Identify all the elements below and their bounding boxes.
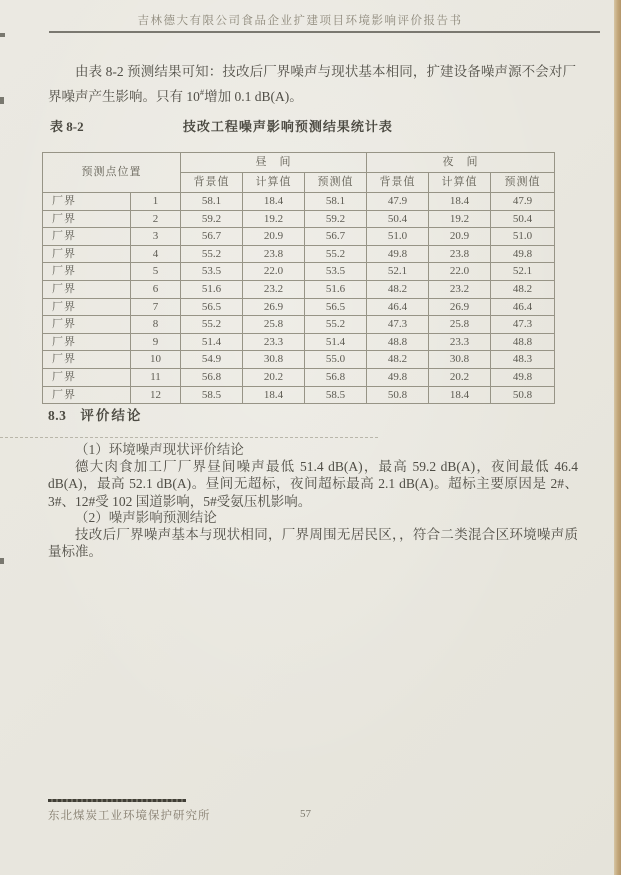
table-row [43, 263, 555, 281]
value-cell: 25.8 [243, 316, 305, 334]
value-cell: 18.4 [429, 386, 491, 404]
table-row [43, 333, 555, 351]
section-number: 8.3 [48, 408, 67, 423]
point-number-cell: 6 [131, 280, 181, 298]
footer-organization: 东北煤炭工业环境保护研究所 [48, 810, 211, 822]
value-cell: 55.2 [305, 245, 367, 263]
value-cell: 23.2 [429, 280, 491, 298]
table-header [43, 153, 555, 193]
value-cell: 47.3 [367, 316, 429, 334]
col-header-day-predicted: 预测值 [305, 173, 367, 193]
value-cell: 20.2 [429, 368, 491, 386]
value-cell: 51.0 [367, 228, 429, 246]
value-cell: 23.8 [243, 245, 305, 263]
point-number-cell: 1 [131, 193, 181, 211]
value-cell: 23.2 [243, 280, 305, 298]
site-cell: 厂界 [43, 386, 131, 404]
value-cell: 30.8 [429, 351, 491, 369]
table-caption [50, 116, 570, 135]
value-cell: 50.4 [367, 210, 429, 228]
scan-line-artifact [0, 437, 378, 438]
value-cell: 46.4 [367, 298, 429, 316]
point-number-cell: 12 [131, 386, 181, 404]
value-cell: 50.4 [491, 210, 555, 228]
col-header-day-calculated: 计算值 [243, 173, 305, 193]
col-header-night-calculated: 计算值 [429, 173, 491, 193]
value-cell: 56.5 [305, 298, 367, 316]
value-cell: 58.5 [181, 386, 243, 404]
value-cell: 49.8 [491, 245, 555, 263]
value-cell: 30.8 [243, 351, 305, 369]
value-cell: 18.4 [429, 193, 491, 211]
point-number-cell: 8 [131, 316, 181, 334]
table-row [43, 245, 555, 263]
site-cell: 厂界 [43, 298, 131, 316]
scan-artifact [0, 558, 4, 564]
value-cell: 56.5 [181, 298, 243, 316]
value-cell: 23.3 [429, 333, 491, 351]
value-cell: 51.4 [181, 333, 243, 351]
document-header-title: 吉林德大有限公司食品企业扩建项目环境影响评价报告书 [137, 15, 463, 27]
point-number-cell: 10 [131, 351, 181, 369]
value-cell: 50.8 [491, 386, 555, 404]
point-number-cell: 5 [131, 263, 181, 281]
value-cell: 56.7 [181, 228, 243, 246]
value-cell: 18.4 [243, 193, 305, 211]
table-row [43, 298, 555, 316]
value-cell: 26.9 [429, 298, 491, 316]
site-cell: 厂界 [43, 210, 131, 228]
noise-table-body [43, 193, 555, 404]
col-header-night-predicted: 预测值 [491, 173, 555, 193]
value-cell: 48.3 [491, 351, 555, 369]
value-cell: 48.2 [367, 280, 429, 298]
table-row [43, 228, 555, 246]
value-cell: 58.1 [181, 193, 243, 211]
value-cell: 23.3 [243, 333, 305, 351]
value-cell: 52.1 [491, 263, 555, 281]
value-cell: 20.9 [243, 228, 305, 246]
value-cell: 18.4 [243, 386, 305, 404]
footer-rule [48, 799, 186, 802]
value-cell: 22.0 [243, 263, 305, 281]
point-number-cell: 9 [131, 333, 181, 351]
value-cell: 49.8 [491, 368, 555, 386]
value-cell: 48.8 [367, 333, 429, 351]
value-cell: 48.8 [491, 333, 555, 351]
site-cell: 厂界 [43, 280, 131, 298]
point-number-cell: 2 [131, 210, 181, 228]
site-cell: 厂界 [43, 333, 131, 351]
scan-artifact [0, 97, 4, 104]
value-cell: 56.7 [305, 228, 367, 246]
table-row [43, 386, 555, 404]
site-cell: 厂界 [43, 228, 131, 246]
table-caption-label: 表 8-2 [50, 119, 84, 134]
value-cell: 50.8 [367, 386, 429, 404]
table-row [43, 280, 555, 298]
site-cell: 厂界 [43, 263, 131, 281]
value-cell: 59.2 [181, 210, 243, 228]
conclusion-1-body: 德大肉食加工厂厂界昼间噪声最低 51.4 dB(A)，最高 59.2 dB(A)，夜间最低 46.4 dB(A)，最高 52.1 dB(A)。昼间无超标，夜间超标最高 2.1 dB(A)。超标主要原因是 2#、3#、12#受 102 国道影响，5#受氨压机影响。 [48, 459, 578, 509]
col-header-day-background: 背景值 [181, 173, 243, 193]
value-cell: 55.0 [305, 351, 367, 369]
noise-prediction-table [42, 152, 555, 404]
table-row [43, 351, 555, 369]
value-cell: 25.8 [429, 316, 491, 334]
value-cell: 48.2 [367, 351, 429, 369]
value-cell: 48.2 [491, 280, 555, 298]
site-cell: 厂界 [43, 193, 131, 211]
col-header-night: 夜 间 [367, 153, 555, 173]
table-caption-title: 技改工程噪声影响预测结果统计表 [182, 119, 393, 134]
value-cell: 54.9 [181, 351, 243, 369]
value-cell: 59.2 [305, 210, 367, 228]
value-cell: 23.8 [429, 245, 491, 263]
col-header-day: 昼 间 [181, 153, 367, 173]
section-heading [48, 404, 142, 424]
scan-edge-strip [614, 0, 621, 875]
conclusion-2-body: 技改后厂界噪声基本与现状相同，厂界周围无居民区，，符合二类混合区环境噪声质量标准。 [48, 527, 578, 560]
value-cell: 58.5 [305, 386, 367, 404]
value-cell: 47.9 [491, 193, 555, 211]
value-cell: 19.2 [429, 210, 491, 228]
value-cell: 51.6 [181, 280, 243, 298]
conclusion-1-title: （1）环境噪声现状评价结论 [75, 442, 244, 457]
site-cell: 厂界 [43, 368, 131, 386]
value-cell: 52.1 [367, 263, 429, 281]
point-number-cell: 4 [131, 245, 181, 263]
value-cell: 46.4 [491, 298, 555, 316]
value-cell: 55.2 [181, 316, 243, 334]
point-number-cell: 11 [131, 368, 181, 386]
superscript-mark: # [199, 87, 205, 97]
intro-text: 由表 8-2 预测结果可知：技改后厂界噪声与现状基本相同，扩建设备噪声源不会对厂界噪声产生影响。只有 10 [48, 64, 576, 104]
table-row [43, 368, 555, 386]
header-rule [49, 31, 600, 33]
site-cell: 厂界 [43, 351, 131, 369]
page-number: 57 [300, 808, 311, 820]
value-cell: 51.6 [305, 280, 367, 298]
site-cell: 厂界 [43, 245, 131, 263]
conclusion-2-title: （2）噪声影响预测结论 [75, 510, 217, 525]
section-title: 评价结论 [80, 408, 143, 423]
point-number-cell: 3 [131, 228, 181, 246]
value-cell: 49.8 [367, 368, 429, 386]
value-cell: 22.0 [429, 263, 491, 281]
table-row [43, 210, 555, 228]
value-cell: 47.3 [491, 316, 555, 334]
value-cell: 20.2 [243, 368, 305, 386]
value-cell: 19.2 [243, 210, 305, 228]
value-cell: 56.8 [181, 368, 243, 386]
col-header-location: 预测点位置 [43, 153, 181, 193]
intro-paragraph [48, 62, 576, 107]
value-cell: 20.9 [429, 228, 491, 246]
site-cell: 厂界 [43, 316, 131, 334]
value-cell: 55.2 [181, 245, 243, 263]
value-cell: 26.9 [243, 298, 305, 316]
col-header-night-background: 背景值 [367, 173, 429, 193]
intro-text-tail: 增加 0.1 dB(A)。 [204, 89, 303, 104]
point-number-cell: 7 [131, 298, 181, 316]
value-cell: 53.5 [181, 263, 243, 281]
scan-artifact [0, 33, 5, 37]
value-cell: 49.8 [367, 245, 429, 263]
table-row [43, 316, 555, 334]
value-cell: 58.1 [305, 193, 367, 211]
value-cell: 51.4 [305, 333, 367, 351]
value-cell: 56.8 [305, 368, 367, 386]
table-row [43, 193, 555, 211]
value-cell: 51.0 [491, 228, 555, 246]
value-cell: 55.2 [305, 316, 367, 334]
value-cell: 53.5 [305, 263, 367, 281]
value-cell: 47.9 [367, 193, 429, 211]
